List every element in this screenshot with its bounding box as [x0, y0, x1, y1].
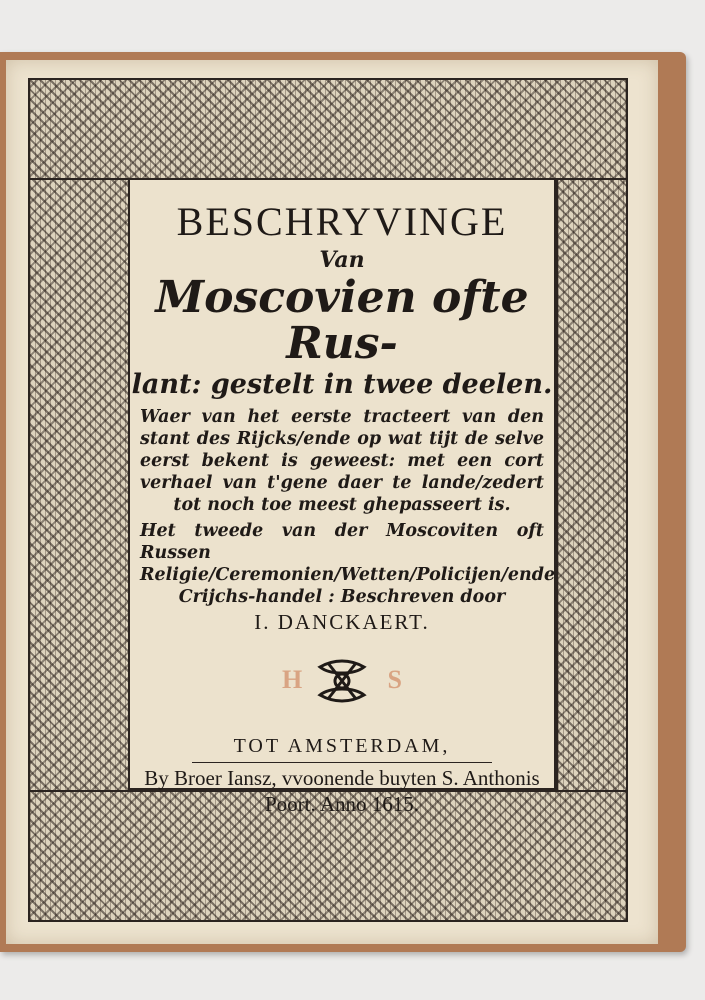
part-one-description: Waer van het eerste tracteert van den stant des Rijcks/ende op wat tijt de selve eerst bekent is geweest: met een cort verhael van t'gene daer te lande/zedert tot noch toe meest ghepasseert is.	[140, 407, 544, 515]
woodcut-border-top	[28, 78, 628, 182]
imprint-text: By Broer Iansz, vvoonende buyten S. Anthonis Poort. Anno 1615.	[144, 766, 540, 816]
stamp-letter-s: S	[387, 665, 402, 694]
knot-ornament-icon	[314, 657, 370, 705]
subject-line-2: lant: gestelt in twee deelen.	[131, 369, 553, 400]
printer-mark	[272, 657, 412, 705]
text-panel	[128, 178, 556, 816]
part-two-description: Het tweede van der Moscoviten oft Russen Religie/Ceremonien/Wetten/Policijen/ende Crijchs-handel : Beschreven door	[140, 521, 556, 607]
woodcut-border-right	[556, 178, 628, 794]
main-title: BESCHRYVINGE	[176, 199, 508, 244]
stamp-letter-h: H	[282, 665, 303, 694]
subject-line: Moscovien ofte Rus-	[155, 272, 529, 369]
title-van: Van	[319, 247, 365, 273]
imprint-place: TOT AMSTERDAM,	[233, 735, 451, 757]
author: I. DANCKAERT.	[254, 610, 430, 634]
woodcut-border-left	[28, 178, 132, 794]
imprint-divider	[192, 762, 492, 763]
